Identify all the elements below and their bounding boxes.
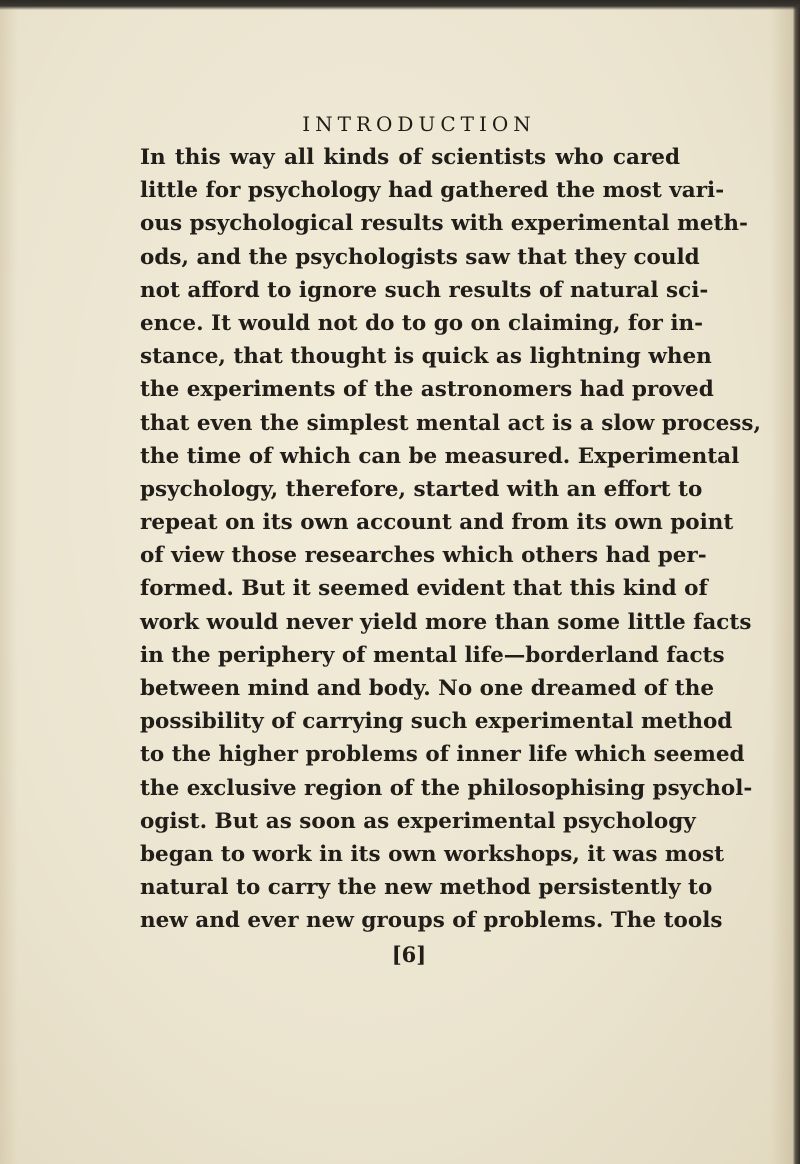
text-line: began to work in its own workshops, it was most: [140, 841, 725, 867]
text-line: psychology, therefore, started with an effort to: [140, 476, 703, 502]
text-line: little for psychology had gathered the most vari-: [140, 178, 725, 204]
page-gutter-shadow: [0, 0, 18, 1164]
page-top-edge: [0, 0, 800, 10]
text-line: stance, that thought is quick as lightning when: [140, 344, 712, 370]
text-line: the exclusive region of the philosophising psychol-: [140, 775, 753, 801]
text-line: ods, and the psychologists saw that they could: [140, 244, 700, 270]
body-paragraph: [140, 141, 761, 938]
text-line: ence. It would not do to go on claiming, for in-: [140, 310, 704, 336]
text-line: that even the simplest mental act is a slow process,: [140, 410, 761, 436]
text-line: formed. But it seemed evident that this kind of: [140, 576, 708, 602]
text-line: ogist. But as soon as experimental psychology: [140, 808, 696, 834]
text-line: between mind and body. No one dreamed of the: [140, 676, 715, 701]
page-right-edge: [792, 0, 800, 1164]
text-line: natural to carry the new method persistently to: [140, 875, 713, 901]
running-head: INTRODUCTION: [302, 112, 536, 136]
text-line: in the periphery of mental life—borderland facts: [140, 642, 725, 668]
page-edge-shadow: [770, 0, 792, 1164]
text-line: not afford to ignore such results of natural sci-: [140, 277, 709, 303]
text-line: the time of which can be measured. Experimental: [140, 443, 740, 469]
text-line: ous psychological results with experimental meth-: [140, 211, 748, 237]
text-line: of view those researches which others had per-: [140, 543, 707, 569]
text-line: repeat on its own account and from its own point: [140, 510, 734, 536]
page-number: [6]: [391, 942, 427, 967]
text-line: In this way all kinds of scientists who cared: [140, 145, 680, 170]
text-line: to the higher problems of inner life which seemed: [140, 742, 745, 768]
text-line: work would never yield more than some little facts: [140, 609, 752, 635]
text-line: the experiments of the astronomers had proved: [140, 377, 714, 403]
text-line: new and ever new groups of problems. The tools: [140, 908, 723, 934]
text-line: possibility of carrying such experimental method: [140, 709, 733, 735]
